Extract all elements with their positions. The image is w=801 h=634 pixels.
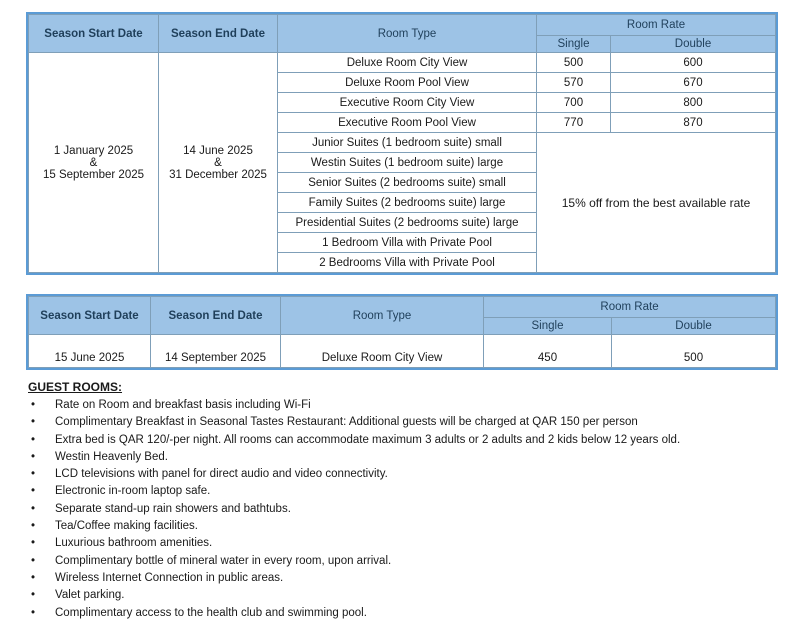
double-rate-cell: 600	[611, 53, 776, 73]
season-end-cell	[159, 53, 278, 273]
list-item-text: Luxurious bathroom amenities.	[55, 537, 213, 550]
list-item	[28, 449, 788, 466]
room-type-cell: Junior Suites (1 bedroom suite) small	[278, 133, 537, 153]
bullet: •	[31, 399, 36, 411]
header-single: Single	[537, 36, 611, 53]
room-type-cell: 1 Bedroom Villa with Private Pool	[278, 233, 537, 253]
single-rate-cell: 770	[537, 113, 611, 133]
suites-rate-note: 15% off from the best available rate	[537, 133, 776, 273]
guest-rooms-section	[28, 380, 788, 622]
list-item	[28, 587, 788, 604]
list-item	[28, 518, 788, 535]
rate-table-summer-season	[28, 296, 776, 368]
room-type-cell: Deluxe Room City View	[281, 335, 484, 368]
list-item-text: Complimentary Breakfast in Seasonal Tastes Restaurant: Additional guests will be charged at QAR 150 per person	[55, 416, 638, 429]
guest-rooms-title: GUEST ROOMS:	[28, 380, 123, 394]
single-rate-cell: 570	[537, 73, 611, 93]
header-double: Double	[611, 36, 776, 53]
list-item-text: LCD televisions with panel for direct audio and video connectivity.	[55, 468, 388, 481]
double-rate-cell: 800	[611, 93, 776, 113]
end-date-1: 14 June 2025	[183, 144, 253, 157]
bullet: •	[31, 450, 36, 463]
list-item	[28, 553, 788, 570]
list-item-text: Complimentary bottle of mineral water in every room, upon arrival.	[55, 554, 392, 567]
header-room-rate: Room Rate	[537, 15, 776, 36]
bullet: •	[31, 571, 36, 584]
amenities-list	[28, 397, 788, 622]
list-item	[28, 535, 788, 552]
room-type-cell: Presidential Suites (2 bedrooms suite) large	[278, 213, 537, 233]
double-rate-cell: 870	[611, 113, 776, 133]
header-season-end: Season End Date	[151, 297, 281, 335]
room-type-cell: Executive Room Pool View	[278, 113, 537, 133]
room-type-cell: 2 Bedrooms Villa with Private Pool	[278, 253, 537, 273]
bullet: •	[31, 589, 36, 602]
room-type-cell: Executive Room City View	[278, 93, 537, 113]
room-type-cell: Deluxe Room City View	[278, 53, 537, 73]
table-row	[29, 53, 776, 73]
bullet: •	[31, 416, 36, 429]
room-type-cell: Deluxe Room Pool View	[278, 73, 537, 93]
list-item	[28, 397, 788, 414]
list-item	[28, 432, 788, 449]
header-season-start: Season Start Date	[29, 15, 159, 53]
list-item-text: Tea/Coffee making facilities.	[55, 520, 198, 533]
list-item	[28, 501, 788, 518]
double-rate-cell: 500	[612, 335, 776, 368]
header-season-start: Season Start Date	[29, 297, 151, 335]
single-rate-cell: 500	[537, 53, 611, 73]
season-start-cell: 15 June 2025	[29, 335, 151, 368]
bullet: •	[31, 433, 36, 446]
table-row	[29, 335, 776, 368]
room-type-cell: Westin Suites (1 bedroom suite) large	[278, 153, 537, 173]
list-item-text: Rate on Room and breakfast basis including Wi-Fi	[55, 399, 311, 411]
header-double: Double	[612, 318, 776, 335]
header-single: Single	[484, 318, 612, 335]
room-type-cell: Family Suites (2 bedrooms suite) large	[278, 193, 537, 213]
season-end-cell: 14 September 2025	[151, 335, 281, 368]
start-date-1: 1 January 2025	[53, 144, 134, 157]
list-item-text: Westin Heavenly Bed.	[55, 450, 168, 463]
list-item	[28, 466, 788, 483]
list-item-text: Complimentary access to the health club and swimming pool.	[55, 606, 367, 619]
bullet: •	[31, 468, 36, 481]
bullet: •	[31, 606, 36, 619]
end-date-2: 31 December 2025	[169, 168, 267, 181]
single-rate-cell: 450	[484, 335, 612, 368]
list-item-text: Valet parking.	[55, 589, 125, 602]
bullet: •	[31, 502, 36, 515]
header-room-type: Room Type	[281, 297, 484, 335]
bullet: •	[31, 537, 36, 550]
bullet: •	[31, 520, 36, 533]
bullet: •	[31, 554, 36, 567]
start-ampersand: &	[89, 156, 98, 169]
room-type-cell: Senior Suites (2 bedrooms suite) small	[278, 173, 537, 193]
header-room-type: Room Type	[278, 15, 537, 53]
list-item	[28, 483, 788, 500]
list-item-text: Wireless Internet Connection in public areas.	[55, 571, 284, 584]
single-rate-cell: 700	[537, 93, 611, 113]
list-item	[28, 605, 788, 622]
season-start-cell	[29, 53, 159, 273]
double-rate-cell: 670	[611, 73, 776, 93]
list-item-text: Separate stand-up rain showers and bathtubs.	[55, 502, 291, 515]
list-item-text: Electronic in-room laptop safe.	[55, 485, 211, 498]
header-room-rate: Room Rate	[484, 297, 776, 318]
start-date-2: 15 September 2025	[42, 168, 145, 181]
list-item	[28, 414, 788, 431]
header-season-end: Season End Date	[159, 15, 278, 53]
rate-table-main-season	[28, 14, 776, 273]
list-item	[28, 570, 788, 587]
end-ampersand: &	[214, 156, 222, 169]
bullet: •	[31, 485, 36, 498]
list-item-text: Extra bed is QAR 120/-per night. All rooms can accommodate maximum 3 adults or 2 adults and 2 kids below 12 years old.	[55, 433, 681, 446]
